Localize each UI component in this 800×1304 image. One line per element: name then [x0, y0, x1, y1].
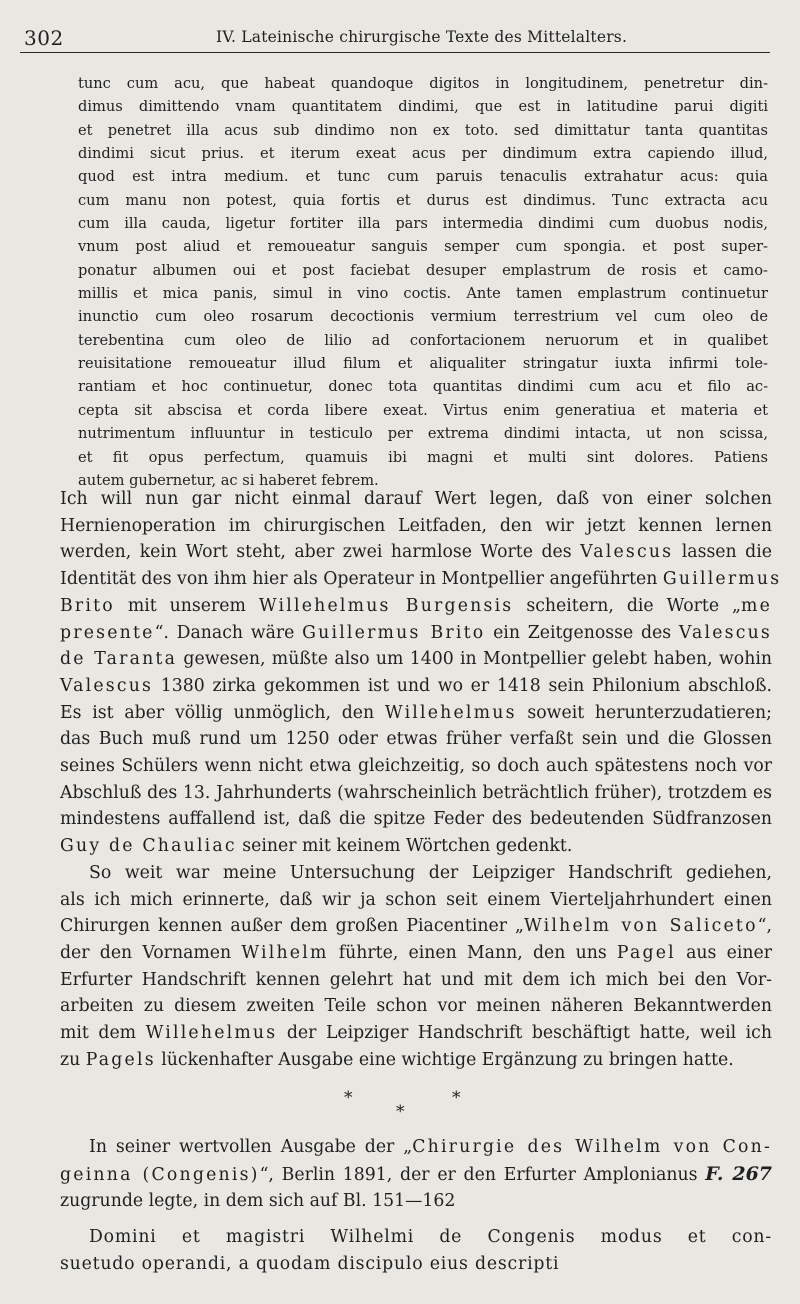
text-run: aus einer	[675, 942, 772, 963]
text-run: Identität des von ihm hier als Operateur in Montpellier angeführten	[60, 569, 663, 590]
text-line	[60, 780, 772, 807]
text-line: nutrimentum influuntur in testiculo per extrema dindimi intacta, ut non scissa,	[78, 425, 768, 443]
text-run: Hernienoperation im chirurgischen Leitfaden, den wir jetzt kennen lernen	[60, 515, 772, 536]
text-run: arbeiten zu diesem zweiten Teile schon vor meinen näheren Bekanntwerden	[60, 996, 772, 1017]
text-line: dindimi sicut prius. et iterum exeat acus per dindimum extra capiendo illud,	[78, 145, 768, 163]
text-line	[60, 1134, 772, 1161]
text-line: cum manu non potest, quia fortis et durus est dindimus. Tunc extracta acu	[78, 191, 768, 209]
page-number: 302	[24, 26, 64, 50]
spaced-name: Valescus	[60, 675, 154, 696]
incipit-heading	[60, 1224, 772, 1277]
text-run: “. Danach wäre	[154, 622, 303, 643]
text-run: der den Vornamen	[60, 942, 242, 963]
text-line	[60, 806, 772, 833]
text-line	[60, 726, 772, 753]
text-line: Domini et magistri Wilhelmi de Congenis modus et con-	[89, 1227, 772, 1247]
text-line: millis et mica panis, simul in vino coctis. Ante tamen emplastrum continuetur	[78, 285, 768, 303]
text-line: terebentina cum oleo de lilio ad confortacionem neruorum et in qualibet	[78, 331, 768, 349]
spaced-name: Willehelmus	[384, 702, 517, 723]
text-line	[60, 1020, 772, 1047]
text-run: zu	[60, 1049, 86, 1070]
spaced-name: Valescus	[678, 622, 772, 643]
text-run: gewesen, müßte also um 1400 in Montpellier gelebt haben, wohin	[177, 649, 772, 670]
text-run: Chirurgen kennen außer dem großen Piacentiner „	[60, 916, 524, 937]
text-run: lassen die	[673, 542, 772, 563]
text-line	[60, 673, 772, 700]
text-run: “,	[757, 916, 772, 937]
spaced-name: Brito	[60, 595, 115, 616]
spaced-name: Willehelmus	[145, 1023, 278, 1044]
text-run: das Buch muß rund um 1250 oder etwas früher verfaßt sein und die Glossen	[60, 729, 772, 750]
text-line: rantiam et hoc continuetur, donec tota quantitas dindimi cum acu et filo ac-	[78, 378, 768, 396]
book-title: geinna (Congenis)	[60, 1164, 260, 1185]
spaced-name: me	[740, 595, 772, 616]
text-run: Es ist aber völlig unmöglich, den	[60, 702, 385, 723]
text-line: cepta sit abscisa et corda libere exeat. Virtus enim generatiua et materia et	[78, 401, 768, 419]
spaced-name: Guillermus Brito	[302, 622, 486, 643]
text-run: mindestens auffallend ist, daß die spitze Feder des bedeutenden Südfranzosen	[60, 809, 772, 830]
text-run: werden, kein Wort steht, aber zwei harmlose Worte des	[60, 542, 581, 563]
spaced-name: de Taranta	[60, 649, 178, 670]
asterisk: *	[452, 1088, 461, 1108]
latin-quotation	[78, 72, 768, 492]
text-line: ponatur albumen oui et post faciebat desuper emplastrum de rosis et camo-	[78, 261, 768, 279]
text-line	[60, 566, 782, 593]
text-run: scheitern, die Worte „	[513, 595, 741, 616]
text-line: zugrunde legte, in dem sich auf Bl. 151—162	[60, 1191, 456, 1212]
spaced-name: Guy de Chauliac	[60, 836, 237, 857]
section-separator	[0, 1088, 800, 1128]
text-line: quod est intra medium. et tunc cum paruis tenaculis extrahatur acus: quia	[78, 168, 768, 186]
text-line	[60, 1161, 772, 1189]
text-line	[60, 753, 772, 780]
text-line	[60, 967, 772, 994]
text-line: cum illa cauda, ligetur fortiter illa pars intermedia dindimi cum duobus nodis,	[78, 215, 768, 233]
text-line: inunctio cum oleo rosarum decoctionis vermium terrestrium vel cum oleo de	[78, 308, 768, 326]
text-run: So weit war meine Untersuchung der Leipziger Handschrift gediehen,	[89, 862, 772, 883]
footnote-paragraph	[60, 1134, 772, 1215]
text-line	[60, 513, 772, 540]
text-line	[60, 646, 772, 673]
text-line	[60, 887, 772, 914]
text-line: tunc cum acu, que habeat quandoque digitos in longitudinem, penetretur din-	[78, 75, 768, 92]
spaced-name: Pagels	[85, 1049, 156, 1070]
text-run: mit unserem	[114, 595, 259, 616]
asterisk: *	[396, 1102, 405, 1122]
text-run: führte, einen Mann, den uns	[328, 942, 617, 963]
spaced-name: Pagel	[616, 942, 676, 963]
text-line: dimus dimittendo vnam quantitatem dindimi, que est in latitudine parui digiti	[78, 98, 768, 116]
text-line	[60, 833, 772, 860]
manuscript-signature: F. 267	[705, 1162, 773, 1185]
text-line	[60, 1047, 772, 1074]
text-run: In seiner wertvollen Ausgabe der „	[89, 1137, 413, 1157]
text-run: Abschluß des 13. Jahrhunderts (wahrscheinlich beträchtlich früher), trotzdem es	[60, 782, 772, 803]
text-run: “, Berlin 1891, der er den Erfurter Amplonianus	[259, 1164, 706, 1185]
spaced-name: Willehelmus Burgensis	[258, 595, 514, 616]
german-body-text	[60, 486, 782, 1073]
text-line	[60, 940, 772, 967]
asterisk: *	[344, 1088, 353, 1108]
text-line	[60, 486, 772, 513]
text-run: ein Zeitgenosse des	[485, 622, 679, 643]
text-line	[60, 860, 772, 887]
text-run: mit dem	[60, 1023, 146, 1044]
text-line: reuisitatione remoueatur illud filum et aliqualiter stringatur iuxta infirmi tole-	[78, 355, 768, 373]
text-line	[60, 700, 772, 727]
text-run: 1380 zirka gekommen ist und wo er 1418 sein Philonium abschloß.	[153, 675, 772, 696]
spaced-name: presente	[60, 622, 155, 643]
text-line: et penetret illa acus sub dindimo non ex toto. sed dimittatur tanta quantitas	[78, 121, 768, 139]
text-line	[60, 620, 772, 647]
text-line: vnum post aliud et remoueatur sanguis semper cum spongia. et post super-	[78, 238, 768, 256]
text-line: autem gubernetur, ac si haberet febrem.	[78, 471, 379, 489]
text-line	[60, 913, 772, 940]
spaced-name: Valescus	[580, 542, 674, 563]
text-run: Erfurter Handschrift kennen gelehrt hat und mit dem ich mich bei den Vor-	[60, 969, 772, 990]
text-run: soweit herunterzudatieren;	[516, 702, 772, 723]
book-title: Chirurgie des Wilhelm von Con-	[412, 1137, 773, 1157]
text-run: als ich mich erinnerte, daß wir ja schon seit einem Vierteljahrhundert einen	[60, 889, 772, 910]
text-line	[60, 593, 772, 620]
page-header	[20, 20, 770, 53]
running-head: IV. Lateinische chirurgische Texte des Mittelalters.	[216, 28, 628, 46]
text-run: seines Schülers wenn nicht etwa gleichzeitig, so doch auch spätestens noch vor	[60, 756, 772, 777]
text-run: lückenhafter Ausgabe eine wichtige Ergänzung zu bringen hatte.	[155, 1049, 734, 1070]
text-line	[60, 993, 772, 1020]
text-run: der Leipziger Handschrift beschäftigt hatte, weil ich	[277, 1023, 772, 1044]
text-line	[60, 539, 772, 566]
text-run: Ich will nun gar nicht einmal darauf Wert legen, daß von einer solchen	[60, 489, 772, 509]
spaced-name: Guillermus	[662, 569, 782, 590]
text-line: et fit opus perfectum, quamuis ibi magni et multi sint dolores. Patiens	[78, 448, 768, 466]
spaced-name: Wilhelm	[241, 942, 329, 963]
text-line: suetudo operandi, a quodam discipulo eius descripti	[60, 1253, 560, 1274]
text-run: seiner mit keinem Wörtchen gedenkt.	[236, 836, 573, 857]
spaced-name: Wilhelm von Saliceto	[524, 916, 758, 937]
